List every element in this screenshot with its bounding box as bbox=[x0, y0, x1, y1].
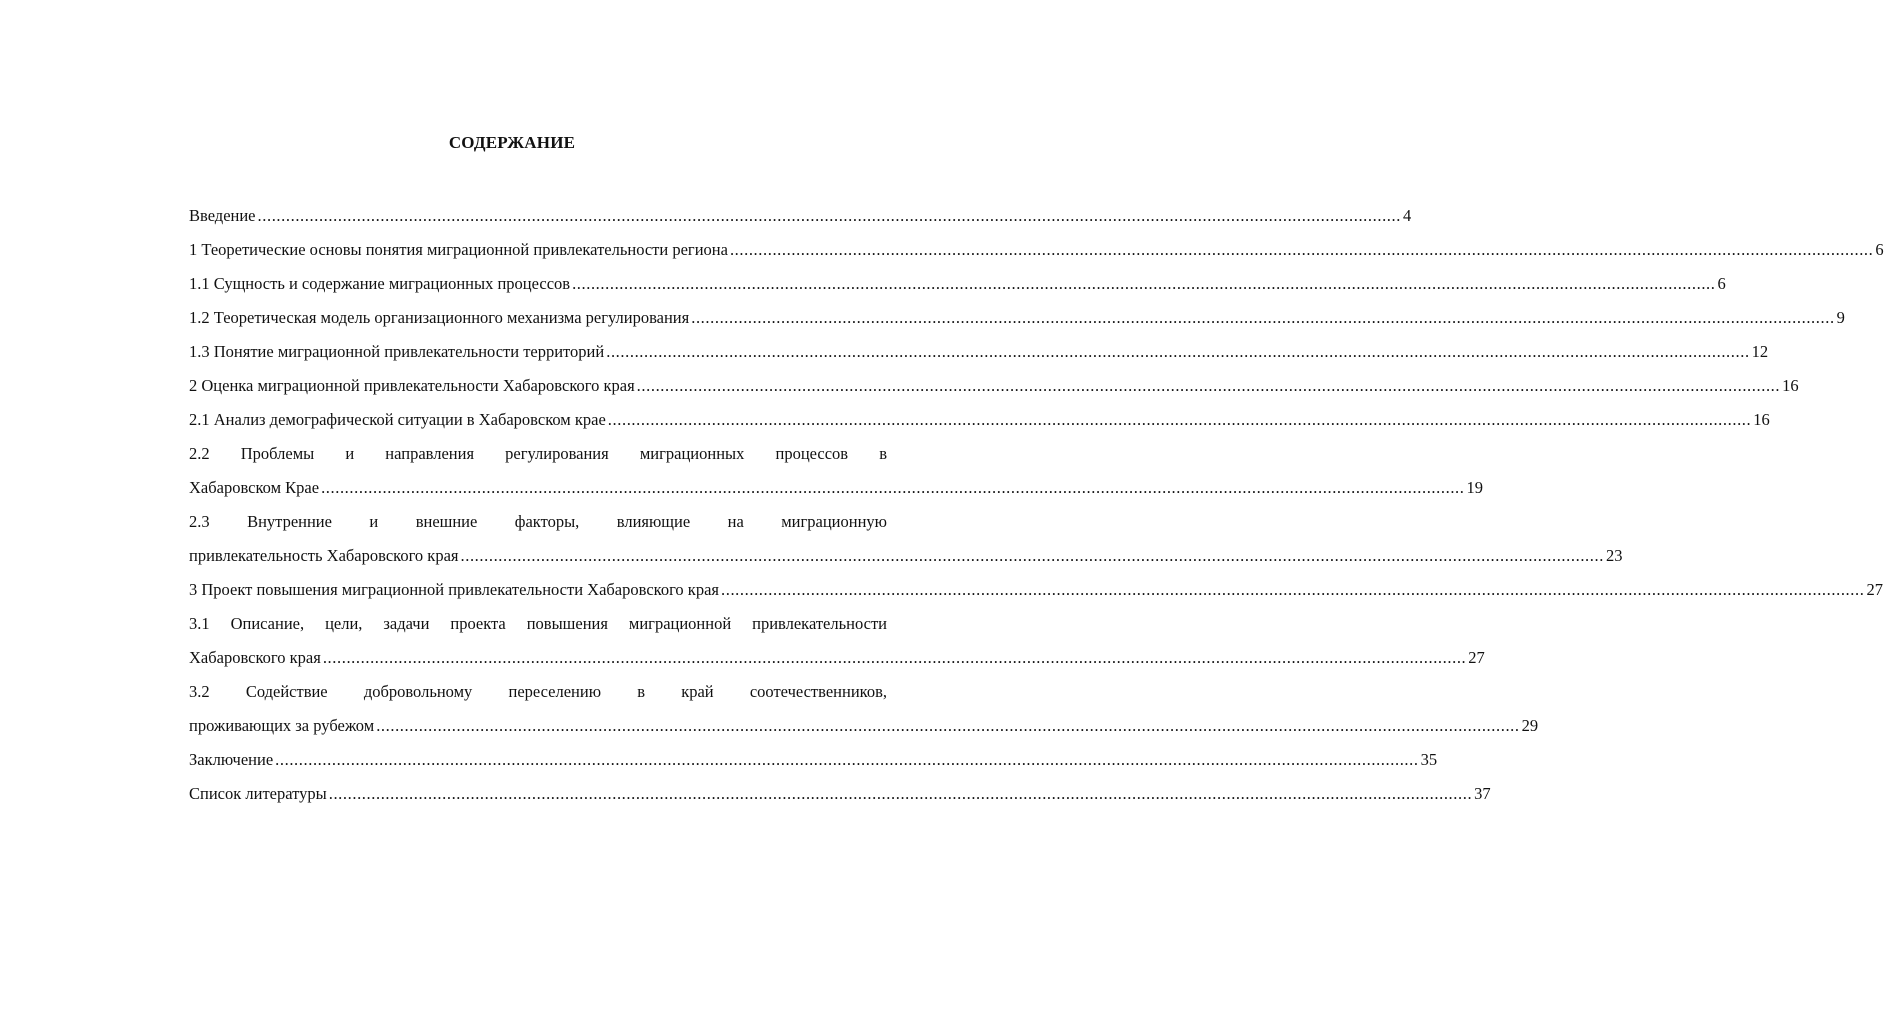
toc-page-number: 16 bbox=[1782, 376, 1799, 395]
toc-page-number: 6 bbox=[1875, 240, 1884, 259]
toc-page-number: 35 bbox=[1420, 750, 1438, 769]
toc-entry-first-line: 3.2 Содействие добровольному переселению в край соотечественников, bbox=[189, 682, 887, 701]
toc-dot-leader bbox=[323, 641, 1466, 675]
toc-dot-leader bbox=[275, 743, 1418, 777]
toc-entry-text: 2.1 Анализ демографической ситуации в Хабаровском крае bbox=[189, 410, 606, 429]
toc-dot-leader bbox=[606, 335, 1749, 369]
toc-dot-leader bbox=[461, 539, 1604, 573]
toc-entry-chapter-3[interactable] bbox=[189, 573, 1883, 607]
toc-entry-references[interactable] bbox=[189, 777, 1491, 811]
toc-dot-leader bbox=[721, 573, 1864, 607]
toc-entry-section-2-3[interactable] bbox=[189, 505, 1623, 573]
toc-dot-leader bbox=[376, 709, 1519, 743]
toc-page-number: 29 bbox=[1521, 716, 1539, 735]
toc-entry-section-3-1[interactable] bbox=[189, 607, 1485, 675]
toc-page-number: 6 bbox=[1717, 274, 1726, 293]
toc-dot-leader bbox=[258, 199, 1401, 233]
toc-entry-text: 3 Проект повышения миграционной привлекательности Хабаровского края bbox=[189, 580, 719, 599]
toc-entry-text: Список литературы bbox=[189, 784, 327, 803]
toc-line bbox=[189, 267, 1726, 301]
toc-line bbox=[189, 403, 1770, 437]
toc-entry-section-1-2[interactable] bbox=[189, 301, 1845, 335]
toc-entry-section-1-3[interactable] bbox=[189, 335, 1769, 369]
toc-line bbox=[189, 641, 1485, 675]
toc-page-number: 9 bbox=[1836, 308, 1845, 327]
toc-entry-text: 1.1 Сущность и содержание миграционных процессов bbox=[189, 274, 571, 293]
toc-page-number: 4 bbox=[1402, 206, 1412, 225]
toc-page-number: 16 bbox=[1753, 410, 1770, 429]
toc-dot-leader bbox=[730, 233, 1873, 267]
toc-entry-chapter-2[interactable] bbox=[189, 369, 1799, 403]
toc-entry-text: привлекательность Хабаровского края bbox=[189, 546, 459, 565]
toc-entry-conclusion[interactable] bbox=[189, 743, 1438, 777]
toc-page-number: 12 bbox=[1751, 342, 1769, 361]
toc-entry-text: Хабаровского края bbox=[189, 648, 321, 667]
toc-dot-leader bbox=[691, 301, 1834, 335]
toc-line bbox=[189, 743, 1438, 777]
toc-entry-section-2-1[interactable] bbox=[189, 403, 1770, 437]
toc-line bbox=[189, 471, 1484, 505]
toc-entry-first-line: 2.3 Внутренние и внешние факторы, влияющие на миграционную bbox=[189, 512, 887, 531]
toc-dot-leader bbox=[637, 369, 1780, 403]
toc-line bbox=[189, 335, 1769, 369]
toc-entry-text: 1.3 Понятие миграционной привлекательности территорий bbox=[189, 342, 605, 361]
toc-dot-leader bbox=[329, 777, 1472, 811]
toc-line bbox=[189, 369, 1799, 403]
toc-entry-text: 1.2 Теоретическая модель организационного механизма регулирования bbox=[189, 308, 690, 327]
toc-entry-text: Хабаровском Крае bbox=[189, 478, 320, 497]
toc-dot-leader bbox=[321, 471, 1464, 505]
toc-page-number: 27 bbox=[1468, 648, 1485, 667]
toc-line bbox=[189, 301, 1845, 335]
toc-dot-leader bbox=[572, 267, 1715, 301]
toc-entry-first-line: 2.2 Проблемы и направления регулирования миграционных процессов в bbox=[189, 444, 887, 463]
toc-entry-section-3-2[interactable] bbox=[189, 675, 1539, 743]
toc-page-number: 27 bbox=[1866, 580, 1883, 599]
toc-title: СОДЕРЖАНИЕ bbox=[448, 133, 576, 152]
toc-entry-introduction[interactable] bbox=[189, 199, 1412, 233]
toc-page-number: 19 bbox=[1466, 478, 1484, 497]
toc-entry-text: 2 Оценка миграционной привлекательности Хабаровского края bbox=[189, 376, 635, 395]
toc-entry-chapter-1[interactable] bbox=[189, 233, 1884, 267]
toc-line bbox=[189, 233, 1884, 267]
toc-entry-text: Введение bbox=[189, 206, 256, 225]
toc-entry-text: проживающих за рубежом bbox=[189, 716, 375, 735]
table-of-contents bbox=[189, 199, 1884, 811]
toc-page-number: 37 bbox=[1474, 784, 1491, 803]
toc-line bbox=[189, 777, 1491, 811]
toc-line bbox=[189, 199, 1412, 233]
toc-dot-leader bbox=[608, 403, 1751, 437]
toc-entry-first-line: 3.1 Описание, цели, задачи проекта повышения миграционной привлекательности bbox=[189, 614, 887, 633]
toc-page-number: 23 bbox=[1605, 546, 1623, 565]
toc-entry-text: 1 Теоретические основы понятия миграционной привлекательности региона bbox=[189, 240, 728, 259]
toc-line bbox=[189, 539, 1623, 573]
toc-line bbox=[189, 573, 1883, 607]
toc-entry-section-1-1[interactable] bbox=[189, 267, 1726, 301]
toc-entry-text: Заключение bbox=[189, 750, 274, 769]
toc-entry-section-2-2[interactable] bbox=[189, 437, 1484, 505]
toc-line bbox=[189, 709, 1539, 743]
